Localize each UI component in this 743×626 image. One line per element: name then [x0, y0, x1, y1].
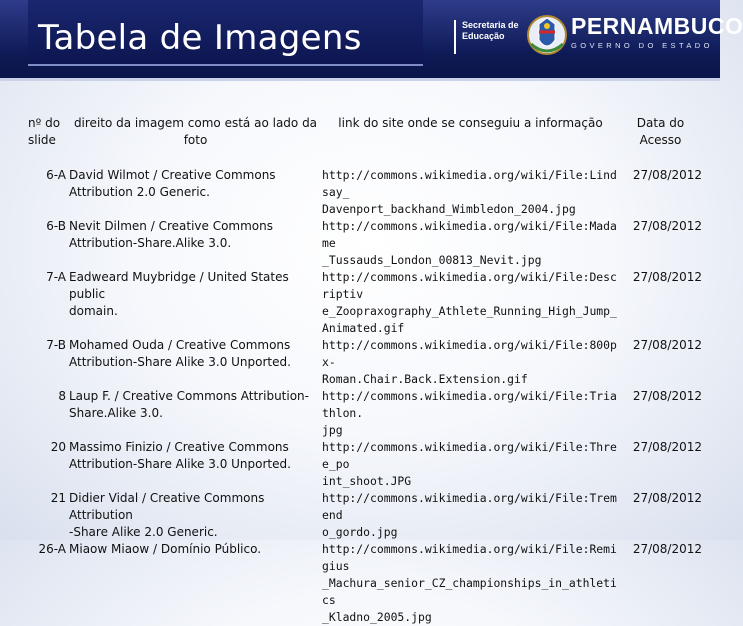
table-row	[28, 167, 702, 218]
rights-text-line: Share.Alike 3.0.	[69, 406, 163, 420]
link-text-line[interactable]: http://commons.wikimedia.org/wiki/File:Triathlon.	[322, 389, 617, 420]
link-text-line[interactable]: http://commons.wikimedia.org/wiki/File:Remigius	[322, 542, 617, 573]
cell-slide	[28, 541, 69, 626]
link-text-line[interactable]: http://commons.wikimedia.org/wiki/File:Three_po	[322, 440, 617, 471]
cell-link[interactable]	[322, 439, 619, 490]
cell-link[interactable]	[322, 490, 619, 541]
link-text-line[interactable]: Roman.Chair.Back.Extension.gif	[322, 372, 528, 386]
link-text-line[interactable]: jpg	[322, 423, 343, 437]
slide-number: 6-B	[46, 219, 66, 233]
cell-date: 27/08/2012	[632, 491, 702, 505]
header-banner	[0, 0, 743, 81]
cell-slide	[28, 269, 69, 337]
table-header-row	[28, 115, 702, 167]
table-row	[28, 490, 702, 541]
link-text-line[interactable]: e_Zoopraxography_Athlete_Running_High_Jump_	[322, 304, 617, 318]
secretaria-label: Secretaria de	[462, 20, 519, 30]
cell-slide	[28, 218, 69, 269]
rights-text-line: Attribution-Share.Alike 3.0.	[69, 236, 232, 250]
link-text-line[interactable]: http://commons.wikimedia.org/wiki/File:Madame	[322, 219, 617, 250]
cell-date: 27/08/2012	[632, 542, 702, 556]
rights-text-line: Attribution-Share Alike 3.0 Unported.	[69, 457, 291, 471]
secretaria-logo	[454, 20, 519, 54]
header-date: Data do Acesso	[636, 116, 685, 147]
images-table	[28, 115, 702, 626]
cell-rights	[69, 167, 322, 218]
cell-slide	[28, 167, 69, 218]
rights-text-line: Didier Vidal / Creative Commons Attribution	[69, 491, 265, 522]
cell-slide	[28, 337, 69, 388]
link-text-line[interactable]: _Kladno_2005.jpg	[322, 610, 432, 624]
rights-text-line: Massimo Finizio / Creative Commons	[69, 440, 289, 454]
slide-number: 7-A	[46, 270, 66, 284]
cell-date: 27/08/2012	[632, 440, 702, 454]
cell-rights	[69, 490, 322, 541]
rights-text-line: Attribution-Share Alike 3.0 Unported.	[69, 355, 291, 369]
rights-text-line: Laup F. / Creative Commons Attribution-	[69, 389, 309, 403]
link-text-line[interactable]: Animated.gif	[322, 321, 405, 335]
table-row	[28, 337, 702, 388]
rights-text-line: -Share Alike 2.0 Generic.	[69, 525, 218, 539]
link-text-line[interactable]: o_gordo.jpg	[322, 525, 398, 539]
cell-rights	[69, 218, 322, 269]
cell-rights	[69, 388, 322, 439]
slide-number: 7-B	[46, 338, 66, 352]
cell-date: 27/08/2012	[632, 270, 702, 284]
rights-text-line: Nevit Dilmen / Creative Commons	[69, 219, 273, 233]
header-link: link do site onde se conseguiu a informação	[338, 116, 603, 130]
cell-date: 27/08/2012	[632, 389, 702, 403]
table-body	[28, 167, 702, 626]
slide-number: 20	[50, 440, 66, 454]
rights-text-line: Attribution 2.0 Generic.	[69, 185, 210, 199]
link-text-line[interactable]: _Machura_senior_CZ_championships_in_athletics	[322, 576, 617, 607]
cell-slide	[28, 439, 69, 490]
rights-text-line: domain.	[69, 304, 118, 318]
slide-number: 26-A	[38, 542, 66, 556]
link-text-line[interactable]: int_shoot.JPG	[322, 474, 412, 488]
cell-slide	[28, 490, 69, 541]
rights-text-line: Eadweard Muybridge / United States public	[69, 270, 289, 301]
link-text-line[interactable]: http://commons.wikimedia.org/wiki/File:Tremend	[322, 491, 617, 522]
table-row	[28, 439, 702, 490]
cell-date: 27/08/2012	[632, 219, 702, 233]
state-subtitle: GOVERNO DO ESTADO	[571, 41, 713, 50]
rights-text-line: Mohamed Ouda / Creative Commons	[69, 338, 291, 352]
cell-rights	[69, 541, 322, 626]
rights-text-line: Miaow Miaow / Domínio Público.	[69, 542, 262, 556]
link-text-line[interactable]: http://commons.wikimedia.org/wiki/File:800px-	[322, 338, 617, 369]
cell-link[interactable]	[322, 167, 619, 218]
cell-date: 27/08/2012	[632, 338, 702, 352]
cell-rights	[69, 439, 322, 490]
table-row	[28, 269, 702, 337]
cell-link[interactable]	[322, 337, 619, 388]
state-crest-icon	[525, 10, 569, 60]
educacao-label: Educação	[462, 31, 505, 41]
cell-rights	[69, 269, 322, 337]
header-rights: direito da imagem como está ao lado da foto	[73, 116, 318, 147]
table-row	[28, 541, 702, 626]
cell-link[interactable]	[322, 218, 619, 269]
state-name: PERNAMBUCO	[571, 13, 743, 39]
table-row	[28, 218, 702, 269]
cell-link[interactable]	[322, 269, 619, 337]
cell-date: 27/08/2012	[632, 168, 702, 182]
cell-link[interactable]	[322, 541, 619, 626]
header-slide: nº do slide	[28, 116, 61, 147]
page-title: Tabela de Imagens	[38, 18, 362, 58]
table-row	[28, 388, 702, 439]
link-text-line[interactable]: Davenport_backhand_Wimbledon_2004.jpg	[322, 202, 576, 216]
link-text-line[interactable]: _Tussauds_London_00813_Nevit.jpg	[322, 253, 542, 267]
slide-number: 21	[50, 491, 66, 505]
slide-number: 6-A	[46, 168, 66, 182]
cell-link[interactable]	[322, 388, 619, 439]
rights-text-line: David Wilmot / Creative Commons	[69, 168, 276, 182]
link-text-line[interactable]: http://commons.wikimedia.org/wiki/File:Descriptiv	[322, 270, 617, 301]
cell-rights	[69, 337, 322, 388]
slide-number: 8	[58, 389, 66, 403]
link-text-line[interactable]: http://commons.wikimedia.org/wiki/File:Lindsay_	[322, 168, 617, 199]
cell-slide	[28, 388, 69, 439]
logo-divider	[454, 20, 456, 54]
